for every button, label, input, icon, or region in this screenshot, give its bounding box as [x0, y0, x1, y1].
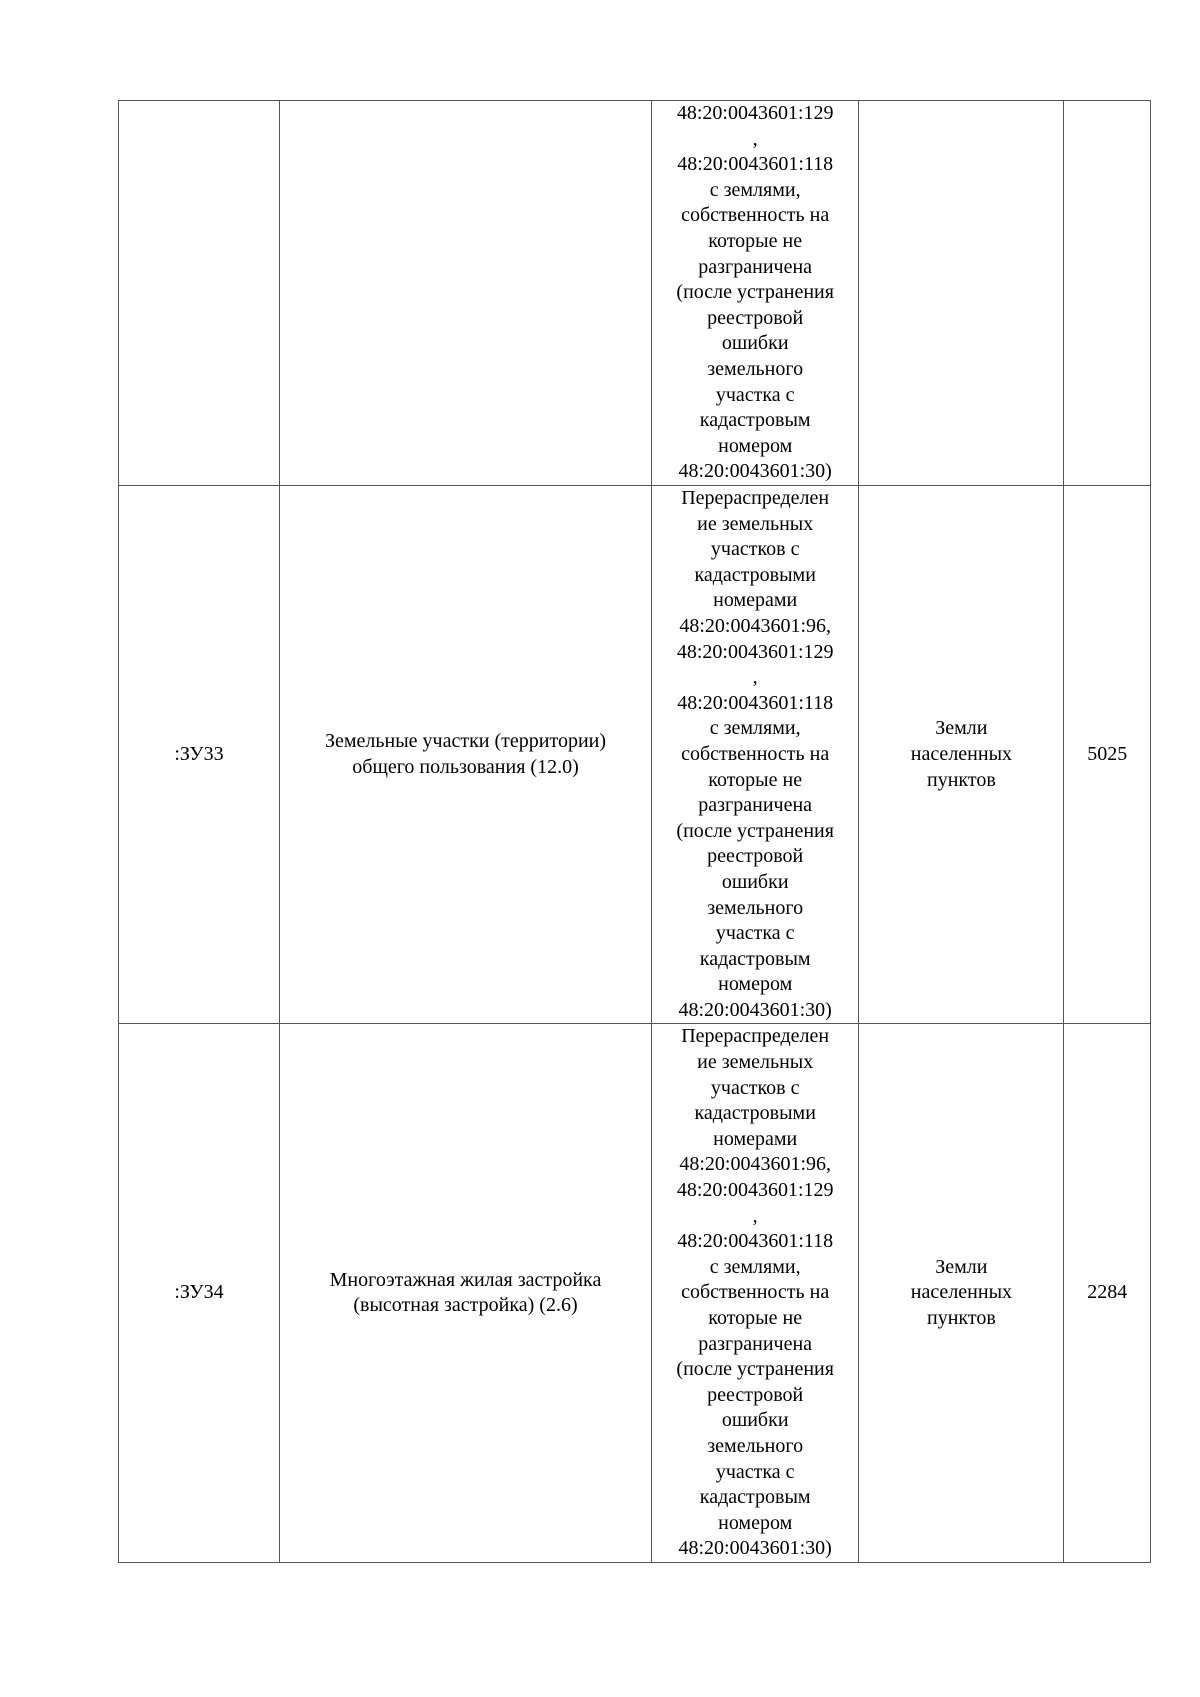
- text-line: собственность на: [681, 1281, 830, 1304]
- text-line: номером: [718, 1511, 793, 1534]
- land-category-cell: [859, 486, 1064, 1024]
- permitted-use-cell: [279, 486, 651, 1024]
- text-line: земельного: [707, 1434, 804, 1457]
- text-line: участка с: [715, 383, 795, 406]
- formation-method-cell: [652, 1024, 859, 1562]
- text-line: общего пользования (12.0): [352, 755, 579, 778]
- text-line: Земельные участки (территории): [324, 730, 607, 753]
- text-line: которые не: [708, 230, 803, 253]
- text-line: реестровой: [707, 1383, 804, 1406]
- text-line: собственность на: [681, 204, 830, 227]
- text-line: 48:20:0043601:129: [676, 640, 834, 663]
- text-line: населенных: [910, 1281, 1013, 1304]
- text-line: номером: [718, 973, 793, 996]
- text-line: 48:20:0043601:118: [677, 1230, 834, 1253]
- text-line: ошибки: [721, 870, 789, 893]
- text-line: населенных: [910, 742, 1013, 765]
- text-line: земельного: [707, 896, 804, 919]
- text-line: 48:20:0043601:30): [678, 998, 832, 1021]
- text-line: участков с: [710, 538, 800, 561]
- text-line: пунктов: [926, 1307, 996, 1329]
- text-line: номерами: [713, 1127, 798, 1150]
- text-line: 48:20:0043601:129: [676, 102, 834, 125]
- text-line: Земли: [935, 717, 988, 740]
- text-line: 48:20:0043601:118: [677, 153, 834, 176]
- text-line: кадастровым: [699, 409, 811, 432]
- table-row: [119, 1024, 1151, 1562]
- permitted-use-cell: [279, 101, 651, 486]
- text-line: кадастровыми: [694, 1102, 816, 1125]
- text-line: Перераспределен: [681, 487, 830, 509]
- table-row: [119, 101, 1151, 486]
- text-line: 48:20:0043601:30): [678, 1537, 832, 1560]
- text-line: номерами: [713, 589, 798, 612]
- text-line: которые не: [708, 1307, 803, 1329]
- text-line: реестровой: [707, 845, 804, 868]
- text-line: номером: [718, 434, 793, 457]
- text-line: ,: [752, 127, 758, 150]
- area-cell: [1064, 101, 1151, 486]
- text-line: ошибки: [721, 332, 789, 355]
- text-line: разграничена: [698, 255, 813, 278]
- text-line: (после устранения: [676, 281, 834, 304]
- land-plots-table: [118, 100, 1151, 1563]
- text-line: с землями,: [709, 178, 801, 201]
- text-line: реестровой: [707, 306, 804, 329]
- text-line: участка с: [715, 922, 795, 945]
- text-line: (после устранения: [676, 1358, 834, 1381]
- formation-method-cell: [652, 101, 859, 486]
- plot-code-cell: :ЗУ33: [119, 486, 280, 1024]
- text-line: земельного: [707, 357, 804, 380]
- text-line: которые не: [708, 768, 803, 791]
- text-line: 48:20:0043601:129: [676, 1179, 834, 1202]
- text-line: собственность на: [681, 742, 830, 765]
- table-row: [119, 486, 1151, 1024]
- text-line: участков с: [710, 1076, 800, 1099]
- text-line: (после устранения: [676, 819, 834, 842]
- text-line: (высотная застройка) (2.6): [353, 1294, 578, 1317]
- text-line: 48:20:0043601:118: [677, 691, 834, 714]
- plot-code-cell: [119, 101, 280, 486]
- land-category-cell: [859, 101, 1064, 486]
- text-line: кадастровым: [699, 1486, 811, 1509]
- text-line: ие земельных: [697, 512, 814, 535]
- text-line: ,: [752, 1204, 758, 1227]
- text-line: разграничена: [698, 1332, 813, 1355]
- plot-code-cell: :ЗУ34: [119, 1024, 280, 1562]
- text-line: ошибки: [721, 1409, 789, 1432]
- area-cell: 2284: [1064, 1024, 1151, 1562]
- permitted-use-cell: [279, 1024, 651, 1562]
- text-line: разграничена: [698, 794, 813, 817]
- text-line: Многоэтажная жилая застройка: [329, 1268, 602, 1291]
- text-line: 48:20:0043601:96,: [679, 1153, 832, 1176]
- text-line: 48:20:0043601:30): [678, 460, 832, 483]
- text-line: 48:20:0043601:96,: [679, 614, 832, 637]
- land-category-cell: [859, 1024, 1064, 1562]
- text-line: Земли: [935, 1255, 988, 1278]
- formation-method-cell: [652, 486, 859, 1024]
- text-line: с землями,: [709, 1255, 801, 1278]
- text-line: с землями,: [709, 717, 801, 740]
- text-line: Перераспределен: [681, 1025, 830, 1048]
- text-line: ие земельных: [697, 1051, 814, 1074]
- text-line: кадастровым: [699, 947, 811, 970]
- text-line: ,: [752, 666, 758, 689]
- text-line: участка с: [715, 1460, 795, 1483]
- area-cell: 5025: [1064, 486, 1151, 1024]
- text-line: кадастровыми: [694, 563, 816, 586]
- text-line: пунктов: [926, 768, 996, 791]
